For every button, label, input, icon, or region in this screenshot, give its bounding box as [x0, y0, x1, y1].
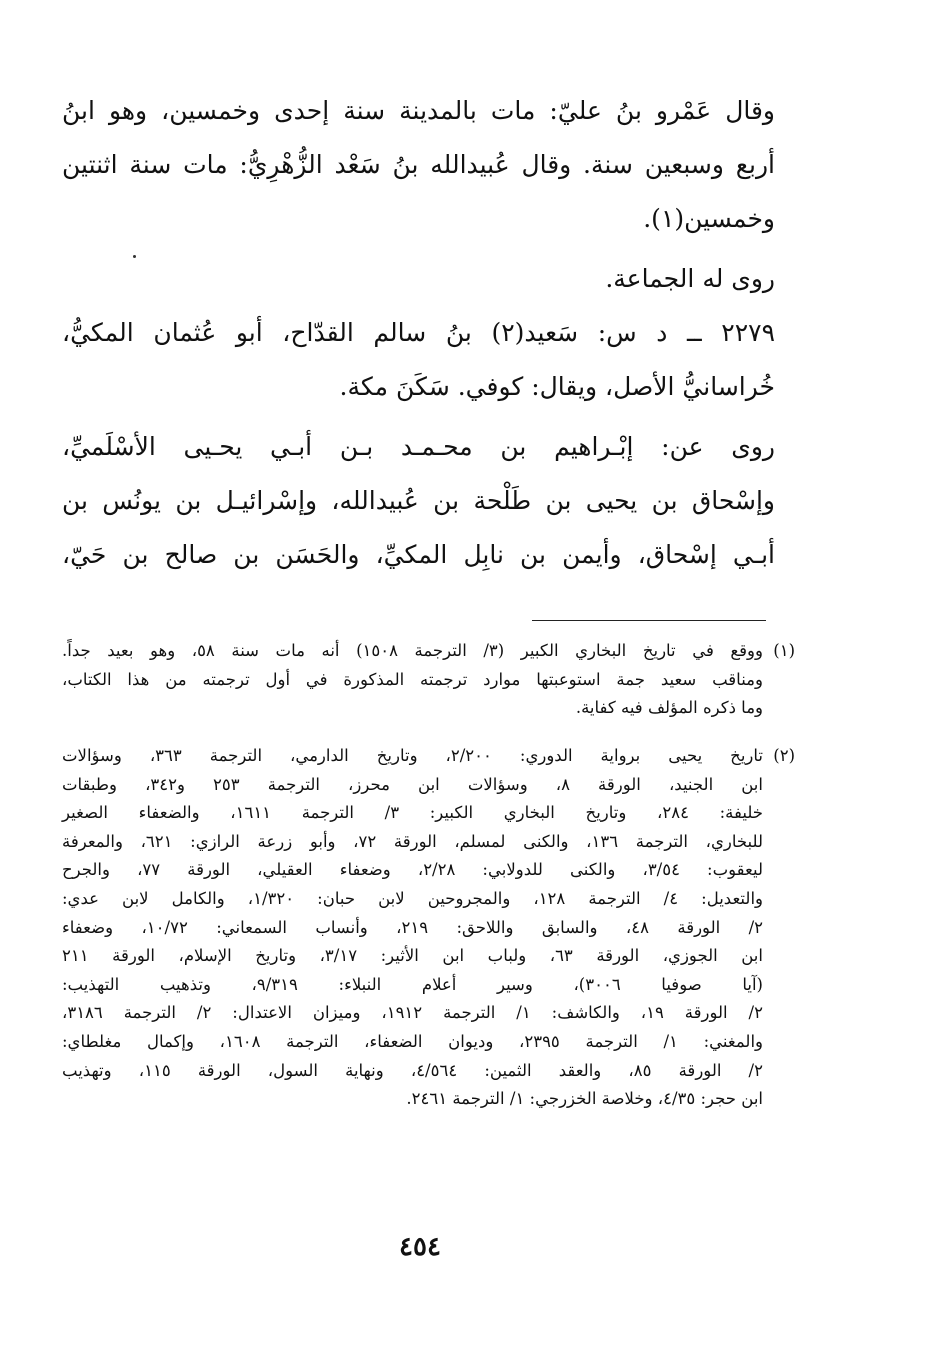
footnote-number: (٢)	[773, 746, 795, 765]
footnote-line: (آيا صوفيا ٣٠٠٦)، وسير أعلام النبلاء: ٩/٣١٩، وتذهيب التهذيب:	[62, 974, 763, 994]
text-line: ٢٢٧٩ ــ د س: سَعيد(٢) بنُ سالم القدّاح، أبو عُثمان المكيُّ،	[62, 318, 776, 347]
footnote-line: والمغني: ١/ الترجمة ٢٣٩٥، وديوان الضعفاء، الترجمة ١٦٠٨، وإكمال مغلطاي:	[62, 1031, 763, 1051]
footnote-line: ٢/ الورقة ٨٥، والعقد الثمين: ٤/٥٦٤، ونهاية السول، الورقة ١١٥، وتهذيب	[62, 1060, 763, 1080]
footnote-line: ابن الجنيد، الورقة ٨، وسؤالات ابن محرز، الترجمة ٢٥٣ و٣٤٢، وطبقات	[62, 774, 763, 794]
footnote-number: (١)	[773, 641, 795, 660]
text-line: خُراسانيُّ الأصل، ويقال: كوفي. سَكَنَ مكة.	[339, 372, 775, 401]
scan-speck	[133, 255, 136, 258]
footnote-line: تاريخ يحيى برواية الدوري: ٢/٢٠٠، وتاريخ الدارمي، الترجمة ٣٦٣، وسؤالات	[62, 746, 764, 765]
footnote-line: ابن الجوزي، الورقة ٦٣، ولباب ابن الأثير: ٣/١٧، وتاريخ الإسلام، الورقة ٢١١	[62, 946, 763, 966]
text-line: أربع وسبعين سنة. وقال عُبيدالله بنُ سَعْد الزُّهْرِيُّ: مات سنة اثنتين	[62, 150, 775, 179]
footnote-line: للبخاري، الترجمة ١٣٦، والكنى لمسلم، الورقة ٧٢، وأبو زرعة الرازي: ٦٢١، والمعرفة	[62, 831, 764, 851]
text-line: وقال عَمْرو بنُ عليّ: مات بالمدينة سنة إحدى وخمسين، وهو ابنُ	[62, 96, 775, 125]
footnote-line: خليفة: ٢٨٤، وتاريخ البخاري الكبير: ٣/ الترجمة ١٦١١، والضعفاء الصغير	[62, 803, 763, 823]
footnote-line: ووقع في تاريخ البخاري الكبير (٣/ الترجمة ١٥٠٨) أنه مات سنة ٥٨، وهو بعيد جداً.	[62, 641, 763, 660]
text-line: وإسْحاق بن يحيى بن طَلْحة بن عُبيدالله، وإسْرائيـل بن يونُس بن	[62, 486, 775, 515]
entry-heading-2279	[62, 306, 775, 414]
footnote-line: وما ذكره المؤلف فيه كفاية.	[575, 698, 763, 718]
paragraph-death-date	[62, 84, 775, 246]
footnote-line: ليعقوب: ٣/٥٤، والكنى للدولابي: ٢/٢٨، وضعفاء العقيلي، الورقة ٧٧، والجرح	[62, 860, 763, 880]
paragraph-narrated-from	[62, 420, 775, 582]
footnote-2	[62, 742, 763, 1114]
footnote-divider	[532, 620, 766, 621]
footnote-line: والتعديل: ٤/ الترجمة ١٢٨، والمجروحين لابن حبان: ١/٣٢٠، والكامل لابن عدي:	[62, 888, 763, 908]
footnote-line: ابن حجر: ٤/٣٥، وخلاصة الخزرجي: ١/ الترجمة ٢٤٦١.	[406, 1089, 763, 1109]
text-line: روى له الجماعة.	[605, 264, 775, 293]
footnote-line: ٢/ الورقة ٤٨، والسابق واللاحق: ٢١٩، وأنساب السمعاني: ١٠/٧٢، وضعفاء	[62, 917, 764, 937]
footnote-line: ٢/ الورقة ١٩، والكاشف: ١/ الترجمة ١٩١٢، وميزان الاعتدال: ٢/ الترجمة ٣١٨٦،	[62, 1003, 763, 1023]
text-line: أبـي إسْحاق، وأيمن بن نابِل المكيِّ، والحَسَن بن صالح بن حَيّ،	[62, 540, 775, 569]
footnote-1	[62, 637, 763, 723]
page-number: ٤٥٤	[399, 1232, 441, 1262]
paragraph-narrated-by	[62, 252, 775, 306]
text-line: وخمسين(١).	[643, 204, 775, 233]
footnote-line: ومناقب سعيد جمة استوعبتها موارد ترجمته المذكورة في أول ترجمته من هذا الكتاب،	[62, 669, 763, 689]
text-line: روى عن: إبْـراهيم بن محـمـد بـن أبـي يحـيى الأسْلَميِّ،	[62, 432, 775, 461]
